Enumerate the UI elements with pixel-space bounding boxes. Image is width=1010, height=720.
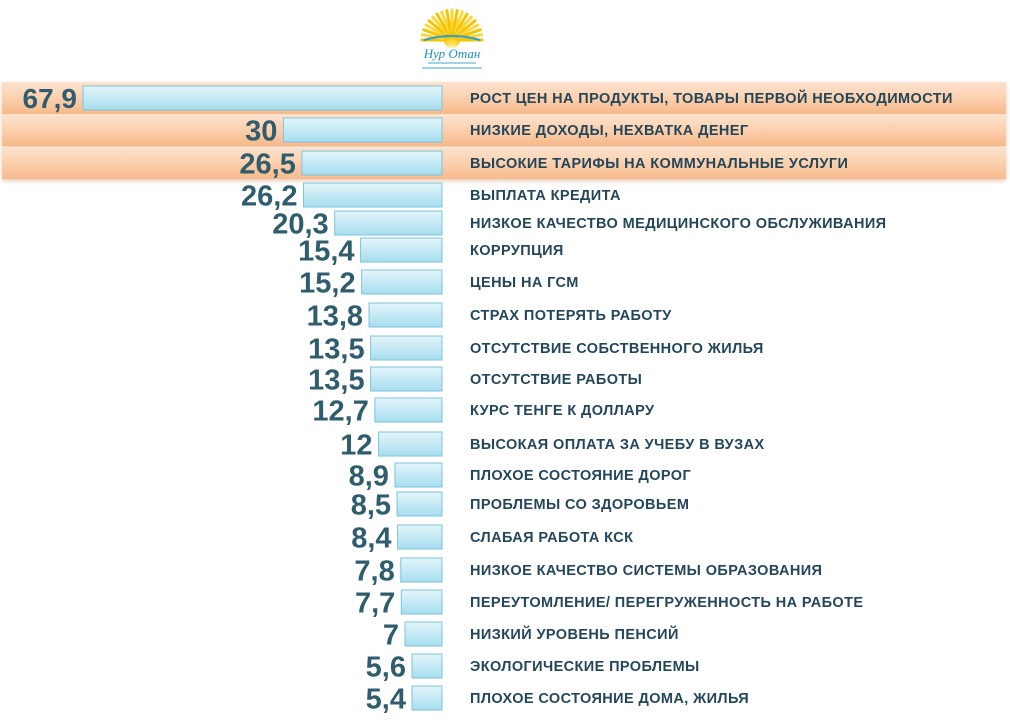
value-label: 12	[340, 429, 373, 462]
category-label: ЭКОЛОГИЧЕСКИЕ ПРОБЛЕМЫ	[470, 659, 700, 675]
value-label: 30	[245, 115, 278, 148]
bar	[401, 590, 442, 614]
category-label: ЦЕНЫ НА ГСМ	[470, 275, 579, 291]
value-label: 13,8	[306, 300, 364, 333]
value-label: 20,3	[272, 208, 329, 241]
bar	[371, 367, 442, 391]
bar	[369, 303, 442, 327]
category-label: НИЗКОЕ КАЧЕСТВО МЕДИЦИНСКОГО ОБСЛУЖИВАНИЯ	[470, 216, 887, 232]
category-label: ОТСУТСТВИЕ РАБОТЫ	[470, 372, 643, 388]
value-label: 5,4	[365, 683, 406, 716]
value-label: 5,6	[365, 651, 406, 684]
value-label: 15,4	[298, 235, 355, 268]
category-label: КОРРУПЦИЯ	[470, 243, 564, 259]
category-label: СЛАБАЯ РАБОТА КСК	[470, 530, 634, 546]
category-label: НИЗКОЕ КАЧЕСТВО СИСТЕМЫ ОБРАЗОВАНИЯ	[470, 563, 823, 579]
bar	[361, 238, 442, 262]
value-label: 12,7	[312, 395, 369, 428]
category-label: ПЕРЕУТОМЛЕНИЕ/ ПЕРЕГРУЖЕННОСТЬ НА РАБОТЕ	[470, 595, 864, 611]
category-label: СТРАХ ПОТЕРЯТЬ РАБОТУ	[470, 308, 672, 324]
category-label: ПЛОХОЕ СОСТОЯНИЕ ДОРОГ	[470, 468, 692, 484]
category-label: ВЫСОКАЯ ОПЛАТА ЗА УЧЕБУ В ВУЗАХ	[470, 437, 765, 453]
bar	[379, 432, 442, 456]
bar	[371, 336, 442, 360]
value-label: 26,5	[239, 148, 296, 181]
bar	[398, 525, 442, 549]
bar	[302, 151, 442, 175]
value-label: 7	[382, 619, 399, 652]
value-label: 13,5	[308, 364, 365, 397]
bar	[375, 398, 442, 422]
category-label: ВЫПЛАТА КРЕДИТА	[470, 188, 621, 204]
value-label: 15,2	[299, 267, 356, 300]
category-label: ВЫСОКИЕ ТАРИФЫ НА КОММУНАЛЬНЫЕ УСЛУГИ	[470, 156, 849, 172]
value-label: 8,4	[351, 522, 392, 555]
bar	[283, 118, 442, 142]
category-label: РОСТ ЦЕН НА ПРОДУКТЫ, ТОВАРЫ ПЕРВОЙ НЕОБХОДИМОСТИ	[470, 91, 953, 107]
value-label: 26,2	[241, 180, 298, 213]
logo-brand-text: Нур Отан	[423, 46, 481, 61]
value-label: 8,5	[350, 489, 392, 522]
category-label: ОТСУТСТВИЕ СОБСТВЕННОГО ЖИЛЬЯ	[470, 341, 764, 357]
bar	[395, 463, 442, 487]
bar	[335, 211, 442, 235]
value-label: 7,8	[354, 555, 395, 588]
bar	[412, 686, 442, 710]
bar	[362, 270, 442, 294]
value-label: 7,7	[354, 587, 396, 620]
value-label: 13,5	[308, 333, 365, 366]
category-label: КУРС ТЕНГЕ К ДОЛЛАРУ	[470, 403, 655, 419]
value-label: 8,9	[348, 460, 389, 493]
bar	[397, 492, 442, 516]
bar	[83, 86, 442, 110]
category-label: НИЗКИЙ УРОВЕНЬ ПЕНСИЙ	[470, 627, 679, 643]
category-label: ПРОБЛЕМЫ СО ЗДОРОВЬЕМ	[470, 497, 690, 513]
bar	[401, 558, 442, 582]
category-label: ПЛОХОЕ СОСТОЯНИЕ ДОМА, ЖИЛЬЯ	[470, 691, 750, 707]
bar	[303, 183, 442, 207]
category-label: НИЗКИЕ ДОХОДЫ, НЕХВАТКА ДЕНЕГ	[470, 123, 749, 139]
bar	[405, 622, 442, 646]
bar	[412, 654, 442, 678]
value-label: 67,9	[22, 83, 77, 115]
